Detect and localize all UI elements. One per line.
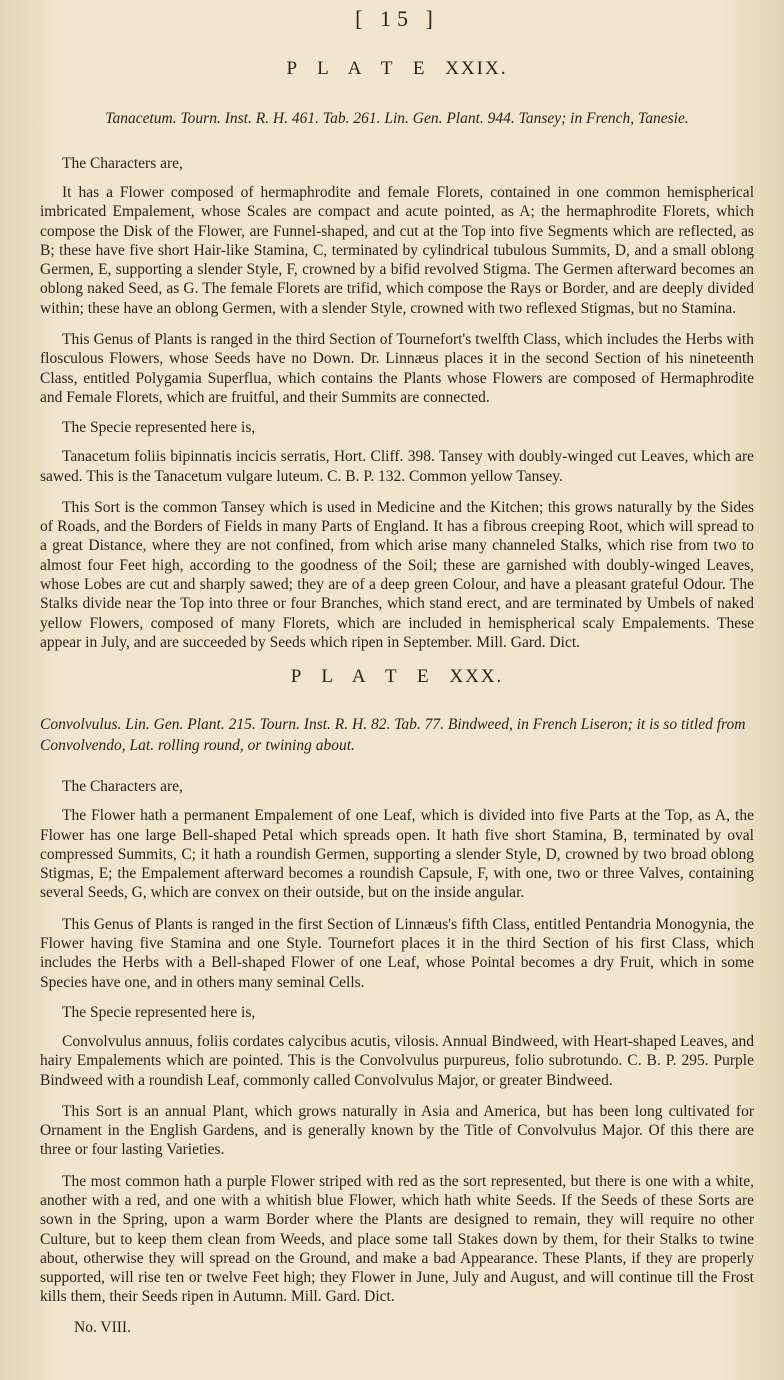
paragraph-characters-xxix: It has a Flower composed of hermaphrodite and female Florets, contained in one common hemispherical imbricated Empalement, whose Scales are compact and acute pointed, as A; the hermaphrodite Florets, which compose the Disk of the Flower, are Funnel-shaped, and cut at the Top into five Segments which are reflected, as B; these have five short Hair-like Stamina, C, terminated by cylindrical tubulous Summits, D, and a small oblong Germen, E, supporting a slender Style, F, crowned by a bifid revolved Stigma. The Germen afterward becomes an oblong naked Seed, as G. The female Florets are trifid, which compose the Rays or Border, and are deeply divided within; these have an oblong Germen, with a slender Style, crowned with two reflexed Stigmas, but no Stamina. [40, 184, 754, 317]
plate-title-xxx: P L A T E XXX. [290, 666, 504, 688]
paragraph-culture-xxx: The most common hath a purple Flower striped with red as the sort represented, but there is one with a white, another with a red, and one with a whitish blue Flower, which hath white Seeds. If the Seeds of these Sorts are sown in the Spring, upon a warm Border where the Plants are designed to remain, they will require no other Culture, but to keep them clean from Weeds, and place some tall Stakes down by them, for their Stalks to twine about, otherwise they will spread on the Ground, and make a bad Appearance. These Plants, if they are properly supported, will rise ten or twelve Feet high; they Flower in June, July and August, and will continue till the Frost kills them, their Seeds ripen in Autumn. Mill. Gard. Dict. [40, 1172, 754, 1306]
paragraph-sort-xxix: This Sort is the common Tansey which is used in Medicine and the Kitchen; this grows naturally by the Sides of Roads, and the Borders of Fields in many Parts of England. It has a fibrous creeping Root, which will spread to a great Distance, where they are not confined, from which arise many channeled Stalks, which rise from two to almost four Feet high, according to the goodness of the Soil; these are garnished with doubly-winged Leaves, whose Lobes are cut and sharply sawed; they are of a deep green Colour, and have a pleasant grateful Odour. The Stalks divide near the Top into three or four Branches, which stand erect, and are terminated by Umbels of naked yellow Flowers, composed of many Florets, which are included in hemispherical scaly Empalements. These appear in July, and are succeeded by Seeds which ripen in September. Mill. Gard. Dict. [40, 498, 754, 651]
plate-title-xxix: P L A T E XXIX. [286, 58, 508, 79]
specie-intro-xxx: The Specie represented here is, [62, 1003, 256, 1021]
paragraph-characters-xxx: The Flower hath a permanent Empalement of one Leaf, which is divided into five Parts at the Top, as A, the Flower has one large Bell-shaped Petal which spreads open. It hath five short Stamina, B, terminated by oval compressed Summits, C; it hath a roundish Germen, supporting a slender Style, D, crowned by two broad oblong Stigmas, E; the Empalement afterward becomes a roundish Capsule, F, with one, two or three Valves, containing several Seeds, G, which are convex on their outside, but on the inside angular. [40, 807, 754, 902]
paragraph-genus-xxx: This Genus of Plants is ranged in the first Section of Linnæus's fifth Class, entitled Pentandria Monogynia, the Flower having five Stamina and one Style. Tournefort places it in the third Section of his first Class, which includes the Herbs with a Bell-shaped Flower of one Leaf, whose Pointal becomes a dry Fruit, which in some Species have one, and in others many seminal Cells. [40, 915, 754, 991]
paragraph-specie-xxx: Convolvulus annuus, foliis cordates calycibus acutis, vilosis. Annual Bindweed, with Heart-shaped Leaves, and hairy Empalements which are pointed. This is the Convolvulus purpureus, folio subrotundo. C. B. P. 295. Purple Bindweed with a roundish Leaf, commonly called Convolvulus Major, or greater Bindweed. [40, 1032, 754, 1089]
paragraph-specie-xxix: Tanacetum foliis bipinnatis incicis serratis, Hort. Cliff. 398. Tansey with doubly-winged cut Leaves, which are sawed. This is the Tanacetum vulgare luteum. C. B. P. 132. Common yellow Tansey. [40, 448, 754, 485]
paragraph-genus-xxix: This Genus of Plants is ranged in the third Section of Tournefort's twelfth Class, which includes the Herbs with flosculous Flowers, whose Seeds have no Down. Dr. Linnæus places it in the second Section of his nineteenth Class, entitled Polygamia Superflua, which contains the Plants whose Flowers are composed of Hermaphrodite and Female Florets, which are fruitful, and their Summits are connected. [40, 331, 754, 406]
signature-mark: No. VIII. [74, 1318, 131, 1336]
plate-xxix-header: Tanacetum. Tourn. Inst. R. H. 461. Tab. 261. Lin. Gen. Plant. 944. Tansey; in French, Tanesie. [105, 110, 689, 127]
plate-xxx-header: Convolvulus. Lin. Gen. Plant. 215. Tourn. Inst. R. H. 82. Tab. 77. Bindweed, in French Liseron; it is so titled from Convolvendo, Lat. rolling round, or twining about. [40, 716, 746, 755]
paragraph-sort-xxx: This Sort is an annual Plant, which grows naturally in Asia and America, but has been long cultivated for Ornament in the English Gardens, and is generally known by the Title of Convolvulus Major. Of this there are three or four lasting Varieties. [40, 1102, 754, 1159]
characters-intro-xxix: The Characters are, [62, 155, 183, 172]
specie-intro-xxix: The Specie represented here is, [62, 419, 256, 437]
characters-intro-xxx: The Characters are, [62, 778, 183, 796]
page-number: [ 15 ] [355, 6, 439, 31]
